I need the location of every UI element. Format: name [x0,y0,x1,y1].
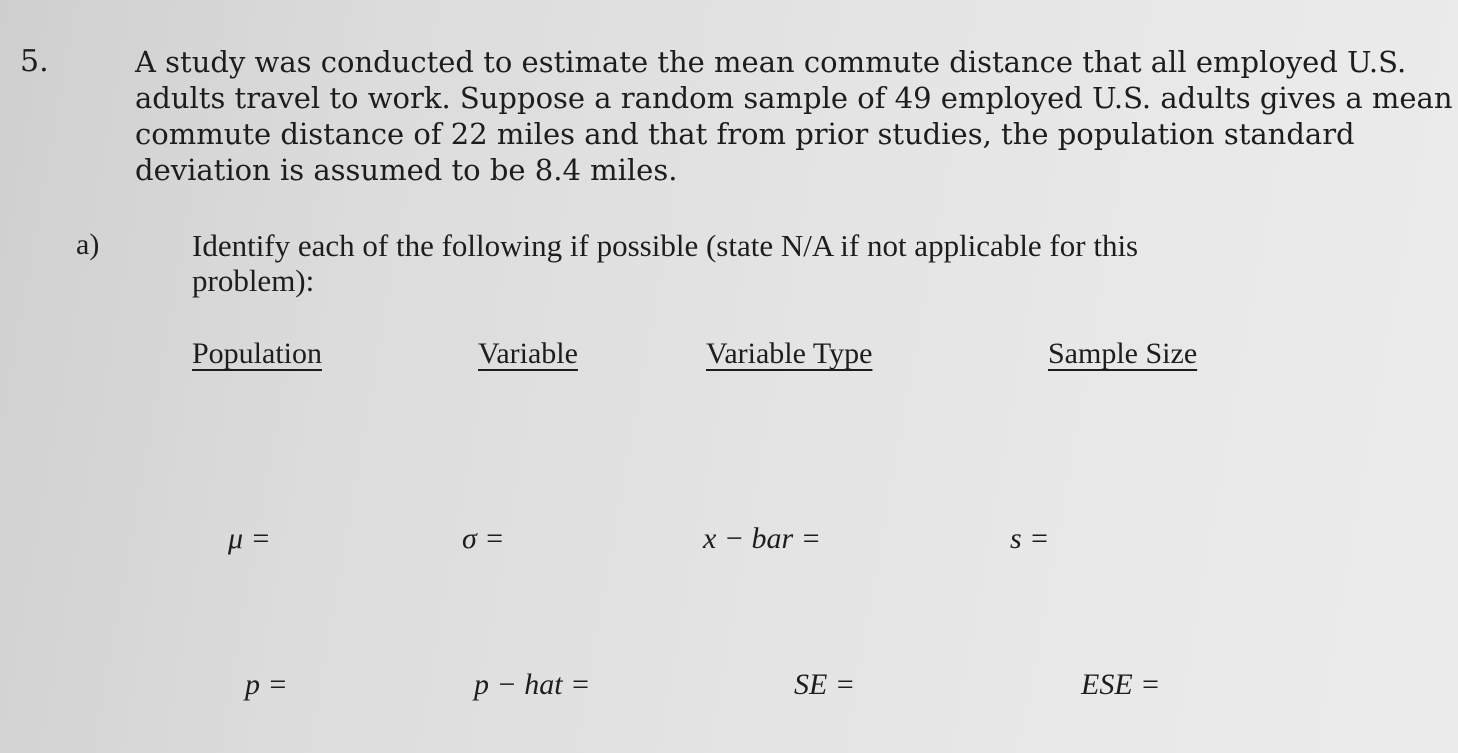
question-stem [135,44,1453,188]
part-a-instruction [192,228,1392,298]
header-population: Population [192,337,323,370]
p-label: p = [245,668,288,701]
stem-line: deviation is assumed to be 8.4 miles. [135,153,678,187]
header-sample-size: Sample Size [1048,337,1198,370]
p-hat-label: p − hat = [474,668,591,701]
mu-label: μ = [228,522,271,555]
question-number: 5. [20,44,49,79]
sigma-label: σ = [462,522,505,555]
x-bar-label: x − bar = [703,522,821,555]
header-variable-type: Variable Type [706,337,873,370]
header-variable: Variable [478,337,578,370]
instruction-line: Identify each of the following if possible (state N/A if not applicable for this [192,228,1139,263]
stem-line: A study was conducted to estimate the mean commute distance that all employed U.S. [135,45,1407,79]
part-a-label: a) [76,228,100,261]
instruction-line: problem): [192,263,315,298]
s-label: s = [1010,522,1050,555]
ese-label: ESE = [1081,668,1161,701]
stem-line: commute distance of 22 miles and that from prior studies, the population standard [135,117,1355,151]
stem-line: adults travel to work. Suppose a random sample of 49 employed U.S. adults gives a mean [135,81,1453,115]
se-label: SE = [794,668,856,701]
